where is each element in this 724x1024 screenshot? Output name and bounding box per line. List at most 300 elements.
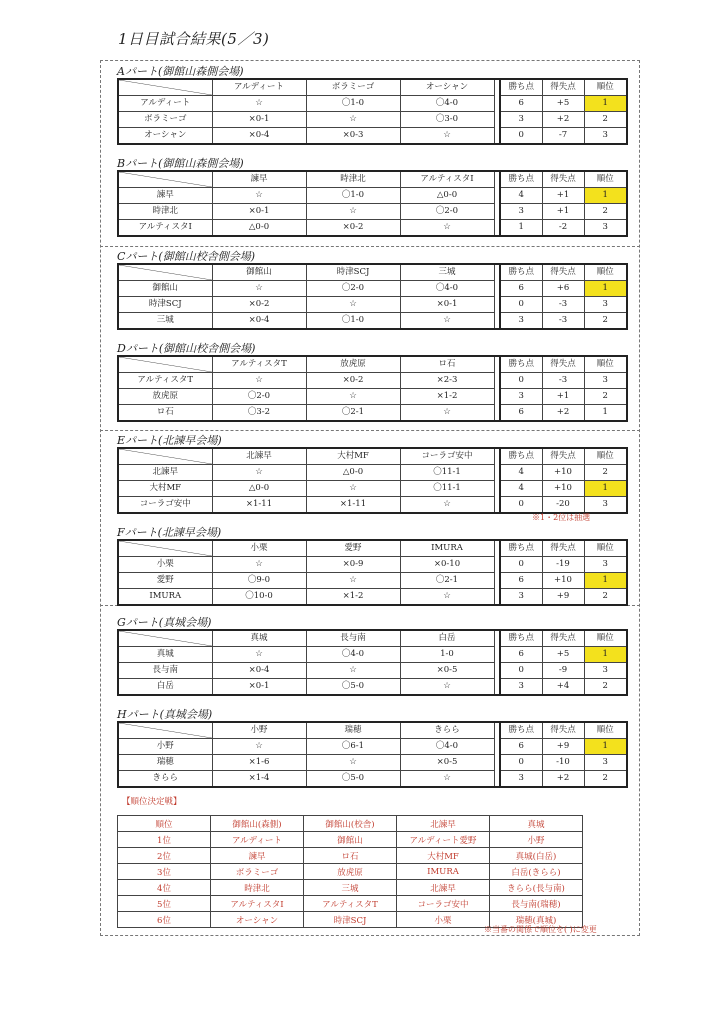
table-row: [118, 112, 627, 128]
part-table: [117, 263, 628, 330]
ranking-position: 4位: [118, 880, 211, 896]
points: 0: [500, 557, 542, 573]
points: 6: [500, 647, 542, 663]
match-result: ☆: [306, 204, 400, 220]
ranking-team: ロ石: [304, 848, 397, 864]
match-result: ☆: [400, 313, 494, 330]
table-row: [118, 204, 627, 220]
stat-header: 順位: [584, 171, 627, 188]
points: 3: [500, 589, 542, 606]
table-header-row: [118, 722, 627, 739]
match-result: ×0-5: [400, 755, 494, 771]
ranking-heading: 【順位決定戦】: [122, 797, 182, 807]
ranking-header: 北諫早: [397, 816, 490, 832]
points: 6: [500, 573, 542, 589]
match-result: 〇2-0: [212, 389, 306, 405]
ranking-team: アルティスタT: [304, 896, 397, 912]
stat-header: 勝ち点: [500, 79, 542, 96]
team-name: 瑞穂: [118, 755, 212, 771]
corner-diagonal-cell: [118, 722, 212, 739]
match-result: ☆: [212, 188, 306, 204]
points: 3: [500, 771, 542, 788]
team-name: 御館山: [118, 281, 212, 297]
stat-header: 勝ち点: [500, 264, 542, 281]
part-title: Cパート(御館山校舎側会場): [117, 250, 255, 263]
match-result: ☆: [400, 589, 494, 606]
match-result: 〇4-0: [400, 96, 494, 112]
corner-diagonal-cell: [118, 171, 212, 188]
stat-header: 得失点: [542, 356, 584, 373]
ranking-team: 瑞穂(真城): [490, 912, 583, 928]
table-row: [118, 281, 627, 297]
table-row: [118, 465, 627, 481]
stat-header: 得失点: [542, 540, 584, 557]
rank: 3: [584, 297, 627, 313]
points: 3: [500, 389, 542, 405]
corner-diagonal-cell: [118, 356, 212, 373]
ranking-row: [118, 832, 583, 848]
opponent-header: 時津SCJ: [306, 264, 400, 281]
rank: 3: [584, 557, 627, 573]
table-row: [118, 389, 627, 405]
match-result: ×1-2: [306, 589, 400, 606]
rank: 2: [584, 679, 627, 696]
match-result: ×0-9: [306, 557, 400, 573]
ranking-team: オーシャン: [211, 912, 304, 928]
rank: 1: [584, 739, 627, 755]
stat-header: 順位: [584, 722, 627, 739]
match-result: 〇5-0: [306, 771, 400, 788]
table-header-row: [118, 448, 627, 465]
stat-header: 勝ち点: [500, 540, 542, 557]
table-row: [118, 188, 627, 204]
points: 0: [500, 663, 542, 679]
team-name: 三城: [118, 313, 212, 330]
table-row: [118, 771, 627, 788]
goal-difference: -20: [542, 497, 584, 514]
rank: 3: [584, 128, 627, 145]
part-title: Bパート(御館山森側会場): [117, 157, 244, 170]
opponent-header: ボラミーゴ: [306, 79, 400, 96]
ranking-row: [118, 848, 583, 864]
table-row: [118, 497, 627, 514]
points: 0: [500, 297, 542, 313]
match-result: ☆: [400, 128, 494, 145]
goal-difference: +1: [542, 389, 584, 405]
points: 4: [500, 465, 542, 481]
ranking-row: [118, 896, 583, 912]
match-result: ☆: [306, 573, 400, 589]
table-row: [118, 663, 627, 679]
ranking-header: 御館山(校舎): [304, 816, 397, 832]
stat-header: 順位: [584, 356, 627, 373]
match-result: ☆: [212, 96, 306, 112]
table-header-row: [118, 540, 627, 557]
match-result: ☆: [306, 389, 400, 405]
goal-difference: -2: [542, 220, 584, 237]
match-result: 〇3-0: [400, 112, 494, 128]
lottery-note: ※1・2位は抽選: [532, 513, 591, 522]
match-result: ×1-2: [400, 389, 494, 405]
match-result: 1-0: [400, 647, 494, 663]
match-result: 〇4-0: [306, 647, 400, 663]
match-result: 〇3-2: [212, 405, 306, 422]
match-result: ×1-11: [306, 497, 400, 514]
stat-header: 順位: [584, 264, 627, 281]
goal-difference: +2: [542, 771, 584, 788]
match-result: 〇11-1: [400, 465, 494, 481]
match-result: 〇10-0: [212, 589, 306, 606]
opponent-header: 小栗: [212, 540, 306, 557]
goal-difference: -9: [542, 663, 584, 679]
goal-difference: +2: [542, 112, 584, 128]
table-header-row: [118, 356, 627, 373]
match-result: ☆: [400, 497, 494, 514]
match-result: △0-0: [400, 188, 494, 204]
goal-difference: -10: [542, 755, 584, 771]
ranking-position: 2位: [118, 848, 211, 864]
match-result: ☆: [212, 281, 306, 297]
opponent-header: 時津北: [306, 171, 400, 188]
part-title: Gパート(真城会場): [117, 616, 212, 629]
match-result: ☆: [306, 481, 400, 497]
rank: 3: [584, 663, 627, 679]
stat-header: 勝ち点: [500, 171, 542, 188]
rank: 3: [584, 373, 627, 389]
match-result: △0-0: [212, 481, 306, 497]
match-result: ×0-3: [306, 128, 400, 145]
team-name: コーラゴ安中: [118, 497, 212, 514]
team-name: 愛野: [118, 573, 212, 589]
stat-header: 得失点: [542, 722, 584, 739]
match-result: ×0-10: [400, 557, 494, 573]
match-result: ☆: [400, 405, 494, 422]
match-result: ×0-4: [212, 663, 306, 679]
match-result: 〇6-1: [306, 739, 400, 755]
stat-header: 順位: [584, 630, 627, 647]
team-name: 小野: [118, 739, 212, 755]
part-title: Eパート(北諫早会場): [117, 434, 222, 447]
ranking-team: 三城: [304, 880, 397, 896]
corner-diagonal-cell: [118, 540, 212, 557]
rank: 1: [584, 405, 627, 422]
match-result: ×0-4: [212, 313, 306, 330]
stat-header: 勝ち点: [500, 356, 542, 373]
match-result: 〇2-0: [400, 204, 494, 220]
match-result: ×0-1: [212, 112, 306, 128]
match-result: ☆: [306, 663, 400, 679]
ranking-position: 5位: [118, 896, 211, 912]
goal-difference: +10: [542, 465, 584, 481]
stat-header: 得失点: [542, 448, 584, 465]
page-title: 1日目試合結果(5／3): [118, 30, 270, 48]
team-name: 小栗: [118, 557, 212, 573]
table-row: [118, 220, 627, 237]
match-result: 〇1-0: [306, 188, 400, 204]
part-title: Aパート(御館山森側会場): [117, 65, 244, 78]
match-result: ☆: [212, 739, 306, 755]
goal-difference: +1: [542, 204, 584, 220]
team-name: ボラミーゴ: [118, 112, 212, 128]
ranking-position: 1位: [118, 832, 211, 848]
team-name: IMURA: [118, 589, 212, 606]
table-row: [118, 313, 627, 330]
section-divider: [100, 430, 640, 431]
match-result: ☆: [400, 220, 494, 237]
ranking-team: 長与南(瑞穂): [490, 896, 583, 912]
corner-diagonal-cell: [118, 264, 212, 281]
opponent-header: 瑞穂: [306, 722, 400, 739]
goal-difference: +4: [542, 679, 584, 696]
match-result: ☆: [400, 771, 494, 788]
match-result: 〇4-0: [400, 739, 494, 755]
rank: 1: [584, 573, 627, 589]
match-result: 〇11-1: [400, 481, 494, 497]
table-row: [118, 405, 627, 422]
part-table: [117, 170, 628, 237]
table-header-row: [118, 630, 627, 647]
match-result: ☆: [212, 465, 306, 481]
table-row: [118, 373, 627, 389]
points: 6: [500, 405, 542, 422]
stat-header: 得失点: [542, 630, 584, 647]
opponent-header: アルティスタI: [400, 171, 494, 188]
opponent-header: 真城: [212, 630, 306, 647]
match-result: ×1-11: [212, 497, 306, 514]
opponent-header: 愛野: [306, 540, 400, 557]
match-result: ×0-5: [400, 663, 494, 679]
ranking-team: 真城(白岳): [490, 848, 583, 864]
table-row: [118, 297, 627, 313]
table-row: [118, 679, 627, 696]
match-result: 〇5-0: [306, 679, 400, 696]
team-name: 時津SCJ: [118, 297, 212, 313]
stat-header: 順位: [584, 540, 627, 557]
rank: 1: [584, 481, 627, 497]
match-result: △0-0: [212, 220, 306, 237]
match-result: ×0-1: [212, 204, 306, 220]
section-divider: [100, 246, 640, 247]
match-result: 〇4-0: [400, 281, 494, 297]
goal-difference: -7: [542, 128, 584, 145]
goal-difference: -19: [542, 557, 584, 573]
match-result: ×1-6: [212, 755, 306, 771]
ranking-position: 6位: [118, 912, 211, 928]
match-result: 〇1-0: [306, 313, 400, 330]
rank: 2: [584, 313, 627, 330]
ranking-note: ※当番の関係で順位を( )に変更: [484, 925, 597, 934]
points: 3: [500, 112, 542, 128]
stat-header: 勝ち点: [500, 448, 542, 465]
team-name: アルディート: [118, 96, 212, 112]
match-result: ×0-4: [212, 128, 306, 145]
points: 0: [500, 755, 542, 771]
match-result: ☆: [306, 297, 400, 313]
stat-header: 得失点: [542, 79, 584, 96]
opponent-header: アルティスタT: [212, 356, 306, 373]
rank: 2: [584, 771, 627, 788]
ranking-team: IMURA: [397, 864, 490, 880]
opponent-header: きらら: [400, 722, 494, 739]
goal-difference: +9: [542, 739, 584, 755]
table-row: [118, 589, 627, 606]
ranking-row: [118, 880, 583, 896]
part-title: Dパート(御館山校舎側会場): [117, 342, 256, 355]
rank: 2: [584, 112, 627, 128]
goal-difference: +2: [542, 405, 584, 422]
opponent-header: ロ石: [400, 356, 494, 373]
rank: 3: [584, 755, 627, 771]
ranking-header-row: [118, 816, 583, 832]
match-result: ☆: [400, 679, 494, 696]
points: 3: [500, 679, 542, 696]
ranking-team: コーラゴ安中: [397, 896, 490, 912]
points: 6: [500, 281, 542, 297]
points: 1: [500, 220, 542, 237]
opponent-header: 大村MF: [306, 448, 400, 465]
match-result: ☆: [306, 112, 400, 128]
table-row: [118, 755, 627, 771]
match-result: 〇9-0: [212, 573, 306, 589]
points: 0: [500, 128, 542, 145]
goal-difference: +6: [542, 281, 584, 297]
corner-diagonal-cell: [118, 448, 212, 465]
match-result: ☆: [212, 373, 306, 389]
ranking-team: 時津北: [211, 880, 304, 896]
ranking-header: 御館山(森側): [211, 816, 304, 832]
match-result: ×0-2: [306, 373, 400, 389]
opponent-header: 諫早: [212, 171, 306, 188]
table-row: [118, 481, 627, 497]
stat-header: 得失点: [542, 171, 584, 188]
table-header-row: [118, 171, 627, 188]
stat-header: 勝ち点: [500, 630, 542, 647]
ranking-row: [118, 864, 583, 880]
match-result: ×0-1: [212, 679, 306, 696]
ranking-table: [117, 815, 583, 928]
rank: 2: [584, 204, 627, 220]
team-name: 時津北: [118, 204, 212, 220]
opponent-header: 放虎原: [306, 356, 400, 373]
corner-diagonal-cell: [118, 79, 212, 96]
goal-difference: +1: [542, 188, 584, 204]
match-result: 〇2-1: [400, 573, 494, 589]
rank: 2: [584, 589, 627, 606]
ranking-team: アルディート: [211, 832, 304, 848]
stat-header: 得失点: [542, 264, 584, 281]
points: 3: [500, 313, 542, 330]
ranking-team: 小野: [490, 832, 583, 848]
stat-header: 順位: [584, 448, 627, 465]
stat-header: 勝ち点: [500, 722, 542, 739]
goal-difference: +10: [542, 481, 584, 497]
table-row: [118, 739, 627, 755]
opponent-header: 長与南: [306, 630, 400, 647]
match-result: ☆: [212, 557, 306, 573]
team-name: アルティスタT: [118, 373, 212, 389]
part-title: Hパート(真城会場): [117, 708, 213, 721]
ranking-header: 真城: [490, 816, 583, 832]
rank: 3: [584, 497, 627, 514]
ranking-header: 順位: [118, 816, 211, 832]
part-table: [117, 539, 628, 606]
points: 6: [500, 739, 542, 755]
ranking-team: きらら(長与南): [490, 880, 583, 896]
team-name: 放虎原: [118, 389, 212, 405]
stat-header: 順位: [584, 79, 627, 96]
part-table: [117, 447, 628, 514]
table-header-row: [118, 264, 627, 281]
opponent-header: 御館山: [212, 264, 306, 281]
rank: 1: [584, 281, 627, 297]
rank: 1: [584, 96, 627, 112]
goal-difference: +5: [542, 96, 584, 112]
corner-diagonal-cell: [118, 630, 212, 647]
table-row: [118, 573, 627, 589]
ranking-team: 北諫早: [397, 880, 490, 896]
rank: 1: [584, 188, 627, 204]
opponent-header: 三城: [400, 264, 494, 281]
match-result: ☆: [212, 647, 306, 663]
ranking-team: 小栗: [397, 912, 490, 928]
goal-difference: +10: [542, 573, 584, 589]
ranking-team: アルディート愛野: [397, 832, 490, 848]
goal-difference: -3: [542, 313, 584, 330]
team-name: 大村MF: [118, 481, 212, 497]
table-header-row: [118, 79, 627, 96]
match-result: 〇1-0: [306, 96, 400, 112]
part-table: [117, 355, 628, 422]
match-result: 〇2-0: [306, 281, 400, 297]
ranking-position: 3位: [118, 864, 211, 880]
goal-difference: +9: [542, 589, 584, 606]
team-name: きらら: [118, 771, 212, 788]
points: 0: [500, 497, 542, 514]
team-name: アルティスタI: [118, 220, 212, 237]
match-result: ×0-2: [212, 297, 306, 313]
ranking-team: 御館山: [304, 832, 397, 848]
match-result: ×0-1: [400, 297, 494, 313]
goal-difference: -3: [542, 297, 584, 313]
part-table: [117, 78, 628, 145]
match-result: ×1-4: [212, 771, 306, 788]
team-name: 諫早: [118, 188, 212, 204]
points: 0: [500, 373, 542, 389]
table-row: [118, 96, 627, 112]
goal-difference: -3: [542, 373, 584, 389]
rank: 2: [584, 465, 627, 481]
team-name: 長与南: [118, 663, 212, 679]
rank: 3: [584, 220, 627, 237]
match-result: ×2-3: [400, 373, 494, 389]
rank: 2: [584, 389, 627, 405]
ranking-team: 放虎原: [304, 864, 397, 880]
team-name: 北諫早: [118, 465, 212, 481]
match-result: ☆: [306, 755, 400, 771]
points: 4: [500, 188, 542, 204]
table-row: [118, 128, 627, 145]
team-name: オーシャン: [118, 128, 212, 145]
rank: 1: [584, 647, 627, 663]
points: 6: [500, 96, 542, 112]
match-result: ×0-2: [306, 220, 400, 237]
ranking-team: ボラミーゴ: [211, 864, 304, 880]
ranking-team: 大村MF: [397, 848, 490, 864]
opponent-header: アルディート: [212, 79, 306, 96]
table-row: [118, 647, 627, 663]
ranking-team: 諫早: [211, 848, 304, 864]
match-result: △0-0: [306, 465, 400, 481]
